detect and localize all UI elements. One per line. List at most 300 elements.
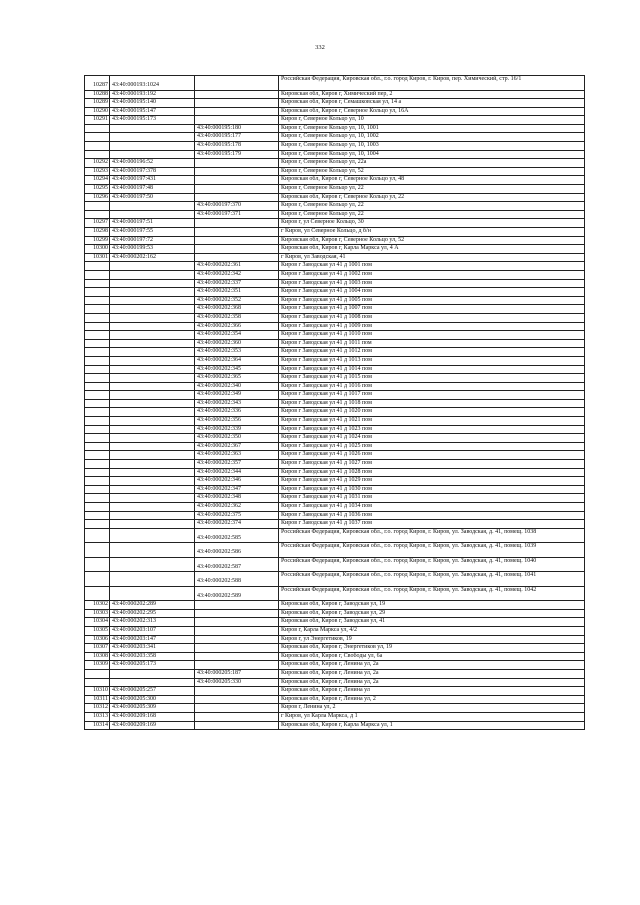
row-number-cell: 10302 xyxy=(85,601,110,610)
row-number-cell xyxy=(85,365,110,374)
address-cell: Киров г, Северное Кольцо ул, 22 xyxy=(279,210,585,219)
sub-cadastral-number-cell: 43:40:000202:352 xyxy=(195,296,279,305)
address-cell: Кировская обл, Киров г, Свободы ул, 6а xyxy=(279,652,585,661)
row-number-cell xyxy=(85,124,110,133)
row-number-cell xyxy=(85,572,110,587)
row-number-cell xyxy=(85,442,110,451)
address-cell: Российская Федерация, Кировская обл., г.о. город Киров, г. Киров, пер. Химический, стр. 16/1 xyxy=(279,76,585,91)
cadastral-number-cell xyxy=(110,322,195,331)
table-row xyxy=(85,382,585,391)
row-number-cell xyxy=(85,348,110,357)
address-cell: Киров г, Северное Кольцо ул, 10, 1004 xyxy=(279,150,585,159)
row-number-cell xyxy=(85,322,110,331)
row-number-cell xyxy=(85,543,110,558)
cadastral-number-cell xyxy=(110,503,195,512)
address-cell: Киров г Заводская ул 41 д 1025 пом xyxy=(279,442,585,451)
sub-cadastral-number-cell xyxy=(195,76,279,91)
row-number-cell xyxy=(85,356,110,365)
address-cell: Кировская обл, Киров г, Семашковская ул, 14 а xyxy=(279,99,585,108)
sub-cadastral-number-cell: 43:40:000202:356 xyxy=(195,417,279,426)
row-number-cell: 10287 xyxy=(85,76,110,91)
cadastral-number-cell xyxy=(110,270,195,279)
address-cell: Киров г, Северное Кольцо ул, 10 xyxy=(279,116,585,125)
table-row xyxy=(85,661,585,670)
address-cell: Киров г Заводская ул 41 д 1016 пом xyxy=(279,382,585,391)
table-row xyxy=(85,142,585,151)
table-row xyxy=(85,339,585,348)
cadastral-number-cell xyxy=(110,528,195,543)
sub-cadastral-number-cell: 43:40:000205:330 xyxy=(195,678,279,687)
row-number-cell xyxy=(85,382,110,391)
table-row xyxy=(85,150,585,159)
sub-cadastral-number-cell xyxy=(195,687,279,696)
row-number-cell xyxy=(85,468,110,477)
sub-cadastral-number-cell: 43:40:000195:178 xyxy=(195,142,279,151)
sub-cadastral-number-cell: 43:40:000202:367 xyxy=(195,442,279,451)
table-row xyxy=(85,279,585,288)
address-cell: Киров г Заводская ул 41 д 1027 пом xyxy=(279,460,585,469)
address-cell: Киров г Заводская ул 41 д 1010 пом xyxy=(279,331,585,340)
cadastral-number-cell xyxy=(110,485,195,494)
address-cell: Киров г Заводская ул 41 д 1009 пом xyxy=(279,322,585,331)
cadastral-number-cell: 43:40:000202:162 xyxy=(110,253,195,262)
sub-cadastral-number-cell: 43:40:000202:350 xyxy=(195,434,279,443)
address-cell: Киров г Заводская ул 41 д 1037 пом xyxy=(279,520,585,529)
table-row xyxy=(85,270,585,279)
table-row xyxy=(85,609,585,618)
table-row xyxy=(85,652,585,661)
table-row xyxy=(85,202,585,211)
sub-cadastral-number-cell: 43:40:000202:587 xyxy=(195,557,279,572)
row-number-cell xyxy=(85,305,110,314)
sub-cadastral-number-cell: 43:40:000202:345 xyxy=(195,365,279,374)
sub-cadastral-number-cell: 43:40:000202:349 xyxy=(195,391,279,400)
address-cell: Киров г Заводская ул 41 д 1017 пом xyxy=(279,391,585,400)
cadastral-number-cell xyxy=(110,442,195,451)
table-row xyxy=(85,210,585,219)
address-cell: Российская Федерация, Кировская обл., г.о. город Киров, г. Киров, ул. Заводская, д. 41, помещ. 1041 xyxy=(279,572,585,587)
sub-cadastral-number-cell xyxy=(195,721,279,730)
table-row xyxy=(85,543,585,558)
row-number-cell: 10294 xyxy=(85,176,110,185)
sub-cadastral-number-cell: 43:40:000202:339 xyxy=(195,425,279,434)
cadastral-number-cell xyxy=(110,279,195,288)
table-row xyxy=(85,417,585,426)
cadastral-number-cell: 43:40:000203:107 xyxy=(110,627,195,636)
cadastral-number-cell xyxy=(110,202,195,211)
cadastral-number-cell: 43:40:000209:169 xyxy=(110,721,195,730)
row-number-cell xyxy=(85,557,110,572)
table-row xyxy=(85,391,585,400)
table-row xyxy=(85,586,585,601)
row-number-cell xyxy=(85,425,110,434)
row-number-cell xyxy=(85,262,110,271)
table-row xyxy=(85,193,585,202)
cadastral-number-cell xyxy=(110,572,195,587)
table-row xyxy=(85,356,585,365)
address-cell: Кировская обл, Киров г, Северное Кольцо ул, 48 xyxy=(279,176,585,185)
table-row xyxy=(85,116,585,125)
sub-cadastral-number-cell xyxy=(195,159,279,168)
table-row xyxy=(85,408,585,417)
sub-cadastral-number-cell: 43:40:000202:365 xyxy=(195,374,279,383)
cadastral-number-cell xyxy=(110,557,195,572)
cadastral-number-cell xyxy=(110,399,195,408)
cadastral-number-cell xyxy=(110,425,195,434)
table-row xyxy=(85,348,585,357)
address-cell: Киров г Заводская ул 41 д 1036 пом xyxy=(279,511,585,520)
cadastral-number-cell: 43:40:000196:52 xyxy=(110,159,195,168)
address-cell: Кировская обл, Киров г, Карла Маркса ул, 1 xyxy=(279,721,585,730)
table-row xyxy=(85,107,585,116)
address-cell: Киров г Заводская ул 41 д 1021 пом xyxy=(279,417,585,426)
address-cell: Киров г Заводская ул 41 д 1011 пом xyxy=(279,339,585,348)
cadastral-number-cell: 43:40:000203:358 xyxy=(110,652,195,661)
address-cell: Киров г Заводская ул 41 д 1015 пом xyxy=(279,374,585,383)
cadastral-number-cell xyxy=(110,305,195,314)
table-row xyxy=(85,670,585,679)
row-number-cell xyxy=(85,202,110,211)
table-row xyxy=(85,219,585,228)
row-number-cell: 10290 xyxy=(85,107,110,116)
sub-cadastral-number-cell: 43:40:000202:354 xyxy=(195,331,279,340)
cadastral-number-cell xyxy=(110,150,195,159)
cadastral-number-cell: 43:40:000193:1024 xyxy=(110,76,195,91)
address-cell: Российская Федерация, Кировская обл., г.о. город Киров, г. Киров, ул. Заводская, д. 41, помещ. 1039 xyxy=(279,543,585,558)
row-number-cell xyxy=(85,417,110,426)
row-number-cell xyxy=(85,434,110,443)
address-cell: г Киров, ул Заводская, 41 xyxy=(279,253,585,262)
row-number-cell: 10305 xyxy=(85,627,110,636)
address-cell: Киров г Заводская ул 41 д 1028 пом xyxy=(279,468,585,477)
sub-cadastral-number-cell xyxy=(195,167,279,176)
cadastral-number-cell: 43:40:000195:147 xyxy=(110,107,195,116)
row-number-cell: 10289 xyxy=(85,99,110,108)
cadastral-number-cell xyxy=(110,678,195,687)
cadastral-number-cell xyxy=(110,494,195,503)
address-cell: Кировская обл, Киров г, Ленина ул, 2а xyxy=(279,670,585,679)
cadastral-number-cell: 43:40:000197:51 xyxy=(110,219,195,228)
sub-cadastral-number-cell: 43:40:000202:375 xyxy=(195,511,279,520)
sub-cadastral-number-cell: 43:40:000202:348 xyxy=(195,494,279,503)
cadastral-number-cell xyxy=(110,348,195,357)
row-number-cell xyxy=(85,511,110,520)
cadastral-number-cell xyxy=(110,133,195,142)
row-number-cell xyxy=(85,520,110,529)
address-cell: Российская Федерация, Кировская обл., г.о. город Киров, г. Киров, ул. Заводская, д. 41, помещ. 1040 xyxy=(279,557,585,572)
address-cell: Киров г, Северное Кольцо ул, 22а xyxy=(279,159,585,168)
cadastral-number-cell xyxy=(110,408,195,417)
cadastral-number-cell: 43:40:000197:431 xyxy=(110,176,195,185)
cadastral-number-cell xyxy=(110,586,195,601)
cadastral-number-cell: 43:40:000193:192 xyxy=(110,90,195,99)
cadastral-number-cell xyxy=(110,468,195,477)
sub-cadastral-number-cell: 43:40:000197:371 xyxy=(195,210,279,219)
cadastral-number-cell xyxy=(110,434,195,443)
cadastral-number-cell xyxy=(110,365,195,374)
sub-cadastral-number-cell: 43:40:000202:346 xyxy=(195,477,279,486)
page-number: 332 xyxy=(315,44,325,51)
cadastral-number-cell xyxy=(110,331,195,340)
cadastral-number-cell: 43:40:000203:341 xyxy=(110,644,195,653)
row-number-cell: 10308 xyxy=(85,652,110,661)
table-row xyxy=(85,434,585,443)
table-row xyxy=(85,468,585,477)
sub-cadastral-number-cell xyxy=(195,228,279,237)
sub-cadastral-number-cell xyxy=(195,185,279,194)
sub-cadastral-number-cell xyxy=(195,661,279,670)
cadastral-number-cell: 43:40:000203:147 xyxy=(110,635,195,644)
table-row xyxy=(85,425,585,434)
sub-cadastral-number-cell: 43:40:000202:351 xyxy=(195,288,279,297)
table-row xyxy=(85,133,585,142)
row-number-cell: 10295 xyxy=(85,185,110,194)
table-row xyxy=(85,99,585,108)
sub-cadastral-number-cell: 43:40:000202:337 xyxy=(195,279,279,288)
sub-cadastral-number-cell xyxy=(195,644,279,653)
address-cell: Киров г Заводская ул 41 д 1018 пом xyxy=(279,399,585,408)
cadastral-number-cell xyxy=(110,288,195,297)
row-number-cell: 10313 xyxy=(85,713,110,722)
row-number-cell xyxy=(85,494,110,503)
cadastral-number-cell xyxy=(110,296,195,305)
address-cell: Киров г, Карла Маркса ул, 4/2 xyxy=(279,627,585,636)
row-number-cell: 10291 xyxy=(85,116,110,125)
address-cell: Кировская обл, Киров г, Северное Кольцо ул, 16А xyxy=(279,107,585,116)
table-row xyxy=(85,245,585,254)
address-cell: Кировская обл, Киров г, Северное Кольцо ул, 22 xyxy=(279,193,585,202)
sub-cadastral-number-cell xyxy=(195,219,279,228)
cadastral-number-cell xyxy=(110,124,195,133)
row-number-cell: 10300 xyxy=(85,245,110,254)
address-cell: Кировская обл, Киров г, Ленина ул xyxy=(279,687,585,696)
sub-cadastral-number-cell: 43:40:000202:374 xyxy=(195,520,279,529)
sub-cadastral-number-cell xyxy=(195,236,279,245)
cadastral-number-cell: 43:40:000197:48 xyxy=(110,185,195,194)
cadastral-number-cell: 43:40:000199:53 xyxy=(110,245,195,254)
sub-cadastral-number-cell xyxy=(195,107,279,116)
table-row xyxy=(85,704,585,713)
table-row xyxy=(85,365,585,374)
address-cell: Кировская обл, Киров г, Заводская ул, 41 xyxy=(279,618,585,627)
cadastral-number-cell: 43:40:000205:309 xyxy=(110,704,195,713)
row-number-cell: 10298 xyxy=(85,228,110,237)
cadastral-number-cell xyxy=(110,670,195,679)
table-row xyxy=(85,451,585,460)
table-row xyxy=(85,374,585,383)
row-number-cell xyxy=(85,279,110,288)
cadastral-number-cell xyxy=(110,339,195,348)
address-cell: Российская Федерация, Кировская обл., г.о. город Киров, г. Киров, ул. Заводская, д. 41, помещ. 1042 xyxy=(279,586,585,601)
row-number-cell xyxy=(85,331,110,340)
sub-cadastral-number-cell xyxy=(195,704,279,713)
cadastral-number-cell xyxy=(110,262,195,271)
table-row xyxy=(85,601,585,610)
sub-cadastral-number-cell: 43:40:000202:336 xyxy=(195,408,279,417)
table-row xyxy=(85,76,585,91)
cadastral-number-cell: 43:40:000197:50 xyxy=(110,193,195,202)
sub-cadastral-number-cell: 43:40:000202:343 xyxy=(195,399,279,408)
table-row xyxy=(85,485,585,494)
table-row xyxy=(85,124,585,133)
sub-cadastral-number-cell xyxy=(195,635,279,644)
table-row xyxy=(85,331,585,340)
table-row xyxy=(85,167,585,176)
address-cell: Кировская обл, Киров г, Заводская ул, 19 xyxy=(279,601,585,610)
table-row xyxy=(85,721,585,730)
cadastral-number-cell xyxy=(110,511,195,520)
row-number-cell xyxy=(85,391,110,400)
sub-cadastral-number-cell xyxy=(195,713,279,722)
sub-cadastral-number-cell: 43:40:000202:342 xyxy=(195,270,279,279)
property-register-table xyxy=(84,75,585,730)
row-number-cell xyxy=(85,339,110,348)
address-cell: Киров г Заводская ул 41 д 1031 пом xyxy=(279,494,585,503)
address-cell: Киров г Заводская ул 41 д 1007 пом xyxy=(279,305,585,314)
table-row xyxy=(85,687,585,696)
address-cell: Киров г Заводская ул 41 д 1013 пом xyxy=(279,356,585,365)
register-body xyxy=(85,76,585,730)
address-cell: Киров г, ул Энергетиков, 19 xyxy=(279,635,585,644)
row-number-cell xyxy=(85,296,110,305)
sub-cadastral-number-cell: 43:40:000195:180 xyxy=(195,124,279,133)
address-cell: Кировская обл, Киров г, Ленина ул, 2 xyxy=(279,695,585,704)
sub-cadastral-number-cell: 43:40:000205:187 xyxy=(195,670,279,679)
address-cell: Киров г Заводская ул 41 д 1002 пом xyxy=(279,270,585,279)
row-number-cell: 10311 xyxy=(85,695,110,704)
row-number-cell xyxy=(85,477,110,486)
row-number-cell: 10299 xyxy=(85,236,110,245)
table-row xyxy=(85,511,585,520)
table-row xyxy=(85,159,585,168)
address-cell: Кировская обл, Киров г, Ленина ул, 2а xyxy=(279,661,585,670)
address-cell: Киров г, ул Северное Кольцо, 30 xyxy=(279,219,585,228)
table-row xyxy=(85,644,585,653)
address-cell: Киров г Заводская ул 41 д 1026 пом xyxy=(279,451,585,460)
table-row xyxy=(85,503,585,512)
table-row xyxy=(85,695,585,704)
table-row xyxy=(85,494,585,503)
cadastral-number-cell: 43:40:000202:313 xyxy=(110,618,195,627)
cadastral-number-cell: 43:40:000197:55 xyxy=(110,228,195,237)
sub-cadastral-number-cell: 43:40:000202:364 xyxy=(195,356,279,365)
row-number-cell: 10292 xyxy=(85,159,110,168)
sub-cadastral-number-cell xyxy=(195,193,279,202)
table-row xyxy=(85,713,585,722)
table-row xyxy=(85,399,585,408)
address-cell: Кировская обл, Киров г, Химический пер, 2 xyxy=(279,90,585,99)
address-cell: Киров г, Северное Кольцо ул, 10, 1003 xyxy=(279,142,585,151)
row-number-cell xyxy=(85,670,110,679)
row-number-cell xyxy=(85,288,110,297)
table-row xyxy=(85,520,585,529)
row-number-cell xyxy=(85,150,110,159)
sub-cadastral-number-cell xyxy=(195,609,279,618)
cadastral-number-cell: 43:40:000197:378 xyxy=(110,167,195,176)
row-number-cell xyxy=(85,133,110,142)
sub-cadastral-number-cell: 43:40:000202:340 xyxy=(195,382,279,391)
address-cell: Киров г Заводская ул 41 д 1024 пом xyxy=(279,434,585,443)
cadastral-number-cell: 43:40:000195:173 xyxy=(110,116,195,125)
cadastral-number-cell xyxy=(110,356,195,365)
sub-cadastral-number-cell xyxy=(195,618,279,627)
cadastral-number-cell: 43:40:000205:173 xyxy=(110,661,195,670)
address-cell: Киров г Заводская ул 41 д 1004 пом xyxy=(279,288,585,297)
sub-cadastral-number-cell xyxy=(195,601,279,610)
table-row xyxy=(85,228,585,237)
row-number-cell: 10301 xyxy=(85,253,110,262)
table-row xyxy=(85,442,585,451)
table-row xyxy=(85,305,585,314)
address-cell: Киров г, Северное Кольцо ул, 22 xyxy=(279,202,585,211)
row-number-cell: 10303 xyxy=(85,609,110,618)
row-number-cell xyxy=(85,399,110,408)
table-row xyxy=(85,90,585,99)
address-cell: Киров г Заводская ул 41 д 1034 пом xyxy=(279,503,585,512)
row-number-cell: 10314 xyxy=(85,721,110,730)
table-row xyxy=(85,477,585,486)
table-row xyxy=(85,262,585,271)
sub-cadastral-number-cell: 43:40:000202:358 xyxy=(195,313,279,322)
sub-cadastral-number-cell xyxy=(195,695,279,704)
address-cell: г Киров, ул Северное Кольцо, д б/н xyxy=(279,228,585,237)
table-row xyxy=(85,253,585,262)
address-cell: Киров г Заводская ул 41 д 1029 пом xyxy=(279,477,585,486)
address-cell: Кировская обл, Киров г, Северное Кольцо ул, 52 xyxy=(279,236,585,245)
cadastral-number-cell: 43:40:000209:168 xyxy=(110,713,195,722)
cadastral-number-cell xyxy=(110,210,195,219)
cadastral-number-cell: 43:40:000195:140 xyxy=(110,99,195,108)
address-cell: Кировская обл, Киров г, Заводская ул, 29 xyxy=(279,609,585,618)
address-cell: Киров г Заводская ул 41 д 1030 пом xyxy=(279,485,585,494)
address-cell: Кировская обл, Киров г, Ленина ул, 2а xyxy=(279,678,585,687)
row-number-cell xyxy=(85,528,110,543)
table-row xyxy=(85,322,585,331)
sub-cadastral-number-cell: 43:40:000202:360 xyxy=(195,339,279,348)
table-row xyxy=(85,528,585,543)
row-number-cell xyxy=(85,210,110,219)
address-cell: Киров г Заводская ул 41 д 1023 пом xyxy=(279,425,585,434)
row-number-cell xyxy=(85,270,110,279)
cadastral-number-cell xyxy=(110,451,195,460)
cadastral-number-cell xyxy=(110,374,195,383)
table-row xyxy=(85,236,585,245)
address-cell: Кировская обл, Киров г, Карла Маркса ул, 4 А xyxy=(279,245,585,254)
sub-cadastral-number-cell: 43:40:000202:585 xyxy=(195,528,279,543)
address-cell: Киров г Заводская ул 41 д 1020 пом xyxy=(279,408,585,417)
cadastral-number-cell xyxy=(110,382,195,391)
row-number-cell: 10312 xyxy=(85,704,110,713)
cadastral-number-cell xyxy=(110,460,195,469)
table-row xyxy=(85,678,585,687)
row-number-cell xyxy=(85,460,110,469)
row-number-cell: 10297 xyxy=(85,219,110,228)
cadastral-number-cell: 43:40:000202:295 xyxy=(110,609,195,618)
row-number-cell: 10309 xyxy=(85,661,110,670)
row-number-cell: 10310 xyxy=(85,687,110,696)
table-row xyxy=(85,627,585,636)
row-number-cell: 10296 xyxy=(85,193,110,202)
address-cell: Кировская обл, Киров г, Энергетиков ул, 19 xyxy=(279,644,585,653)
table-row xyxy=(85,572,585,587)
sub-cadastral-number-cell xyxy=(195,116,279,125)
cadastral-number-cell xyxy=(110,477,195,486)
table-row xyxy=(85,635,585,644)
address-cell: Киров г Заводская ул 41 д 1005 пом xyxy=(279,296,585,305)
sub-cadastral-number-cell: 43:40:000202:366 xyxy=(195,322,279,331)
address-cell: Киров г, Ленина ул, 2 xyxy=(279,704,585,713)
sub-cadastral-number-cell xyxy=(195,652,279,661)
